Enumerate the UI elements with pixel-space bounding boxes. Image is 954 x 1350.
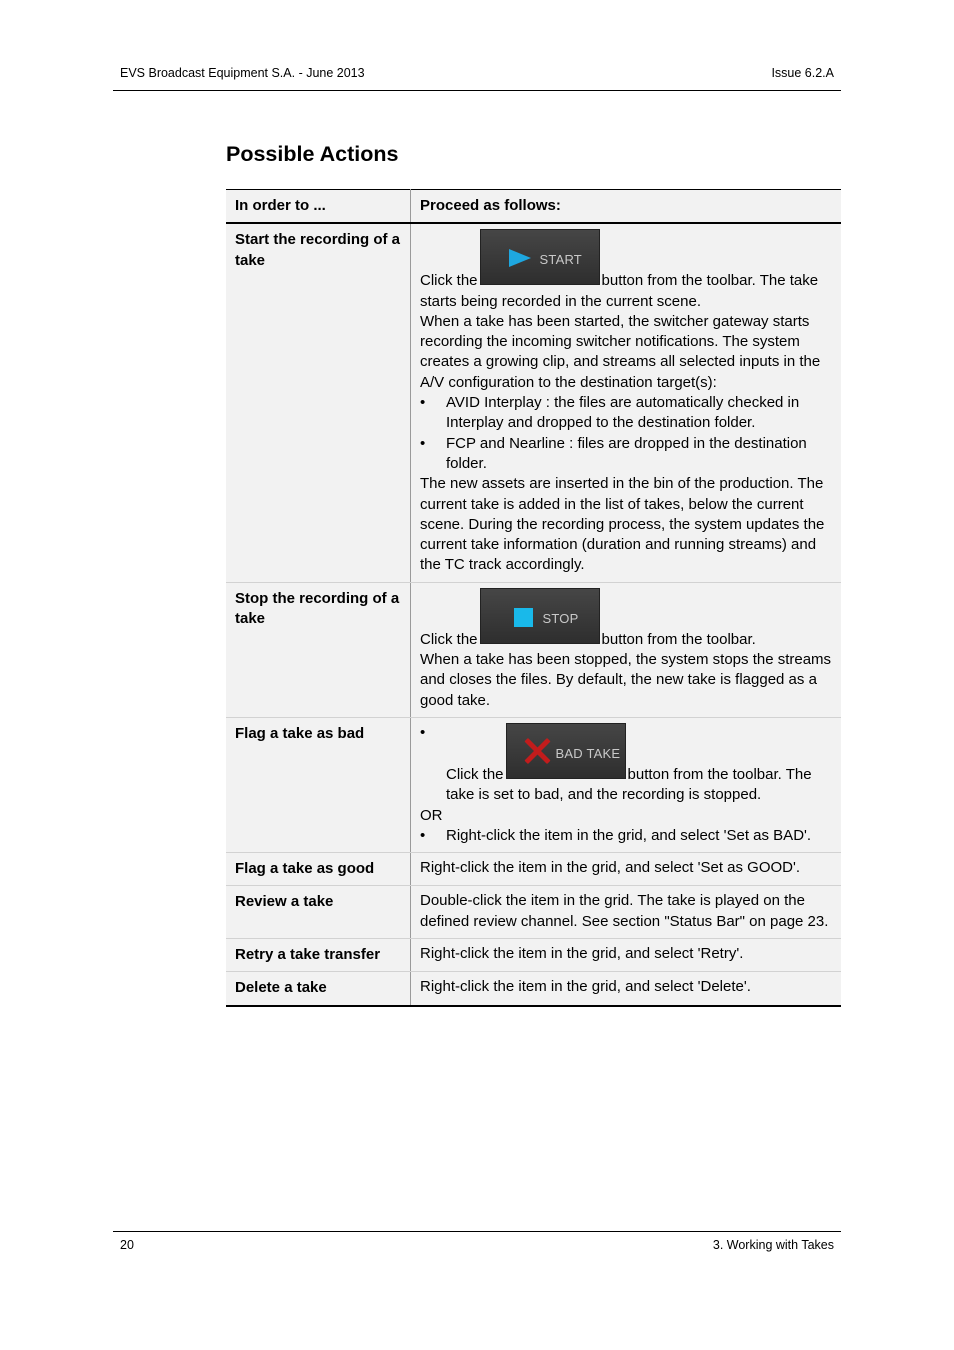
list-item: • Right-click the item in the grid, and select 'Set as BAD'.	[420, 826, 833, 846]
table-row	[226, 939, 841, 972]
click-the-text: Click the	[420, 272, 478, 290]
table-row	[226, 853, 841, 886]
start-button-label: START	[539, 252, 582, 268]
procedure-flag-bad	[411, 717, 842, 852]
procedure-delete: Right-click the item in the grid, and select 'Delete'.	[411, 972, 842, 1006]
stop-post-text: button from the toolbar.	[601, 630, 756, 648]
action-start-recording: Start the recording of a take	[226, 223, 411, 582]
col-header-action: In order to ...	[226, 190, 411, 224]
click-the-text: Click the	[420, 630, 478, 648]
list-item: • FCP and Nearline : files are dropped in the destination folder.	[420, 434, 833, 475]
list-item	[420, 723, 833, 806]
footer-divider	[113, 1231, 841, 1232]
x-icon	[523, 737, 551, 765]
stop-icon	[514, 608, 533, 627]
actions-table	[226, 189, 841, 1007]
click-the-text: Click the	[446, 765, 504, 783]
action-retry: Retry a take transfer	[226, 939, 411, 972]
bad-post-text: button from the toolbar. The take is set to bad, and the recording is stopped.	[446, 765, 812, 804]
table-header-row	[226, 190, 841, 224]
procedure-start-recording	[411, 223, 842, 582]
start-description-2: The new assets are inserted in the bin of the production. The current take is added in the list of takes, below the current scene. During the recording process, the system updates the current take information (duration and running streams) and the TC track accordingly.	[420, 475, 825, 574]
action-review: Review a take	[226, 886, 411, 939]
bad-take-button	[506, 723, 626, 779]
start-post-text: button from the toolbar. The take starts being recorded in the current scene.	[420, 272, 819, 310]
action-flag-good: Flag a take as good	[226, 853, 411, 886]
stop-button-label: STOP	[542, 610, 579, 626]
header-divider	[113, 90, 841, 91]
start-description: When a take has been started, the switcher gateway starts recording the incoming switcher notifications. The system creates a growing clip, and streams all selected inputs in the A/V configuration to the destination target(s):	[420, 312, 821, 391]
stop-description: When a take has been stopped, the system stops the streams and closes the files. By default, the new take is flagged as a good take.	[420, 651, 832, 709]
play-icon	[509, 249, 531, 267]
target-list	[420, 393, 833, 474]
header-right: Issue 6.2.A	[771, 66, 834, 80]
bad-take-button-label: BAD TAKE	[555, 745, 621, 761]
action-delete: Delete a take	[226, 972, 411, 1006]
table-row	[226, 582, 841, 717]
procedure-review: Double-click the item in the grid. The take is played on the defined review channel. See section "Status Bar" on page 23.	[411, 886, 842, 939]
table-row	[226, 717, 841, 852]
procedure-retry: Right-click the item in the grid, and select 'Retry'.	[411, 939, 842, 972]
table-row	[226, 972, 841, 1006]
chapter-title: 3. Working with Takes	[712, 1238, 834, 1252]
section-title: Possible Actions	[226, 142, 399, 166]
table-row	[226, 223, 841, 582]
or-text: OR	[420, 806, 443, 824]
col-header-procedure: Proceed as follows:	[411, 190, 842, 224]
bad-options-list	[420, 723, 833, 806]
table-row	[226, 886, 841, 939]
page-number: 20	[120, 1238, 134, 1252]
action-flag-bad: Flag a take as bad	[226, 717, 411, 852]
procedure-flag-good: Right-click the item in the grid, and select 'Set as GOOD'.	[411, 853, 842, 886]
procedure-stop-recording	[411, 582, 842, 717]
start-button	[480, 229, 600, 285]
list-item: • AVID Interplay : the files are automatically checked in Interplay and dropped to the destination folder.	[420, 393, 833, 434]
header-left: EVS Broadcast Equipment S.A. - June 2013	[120, 66, 365, 80]
bad-options-list-2	[420, 826, 833, 846]
stop-button	[480, 588, 600, 644]
action-stop-recording: Stop the recording of a take	[226, 582, 411, 717]
